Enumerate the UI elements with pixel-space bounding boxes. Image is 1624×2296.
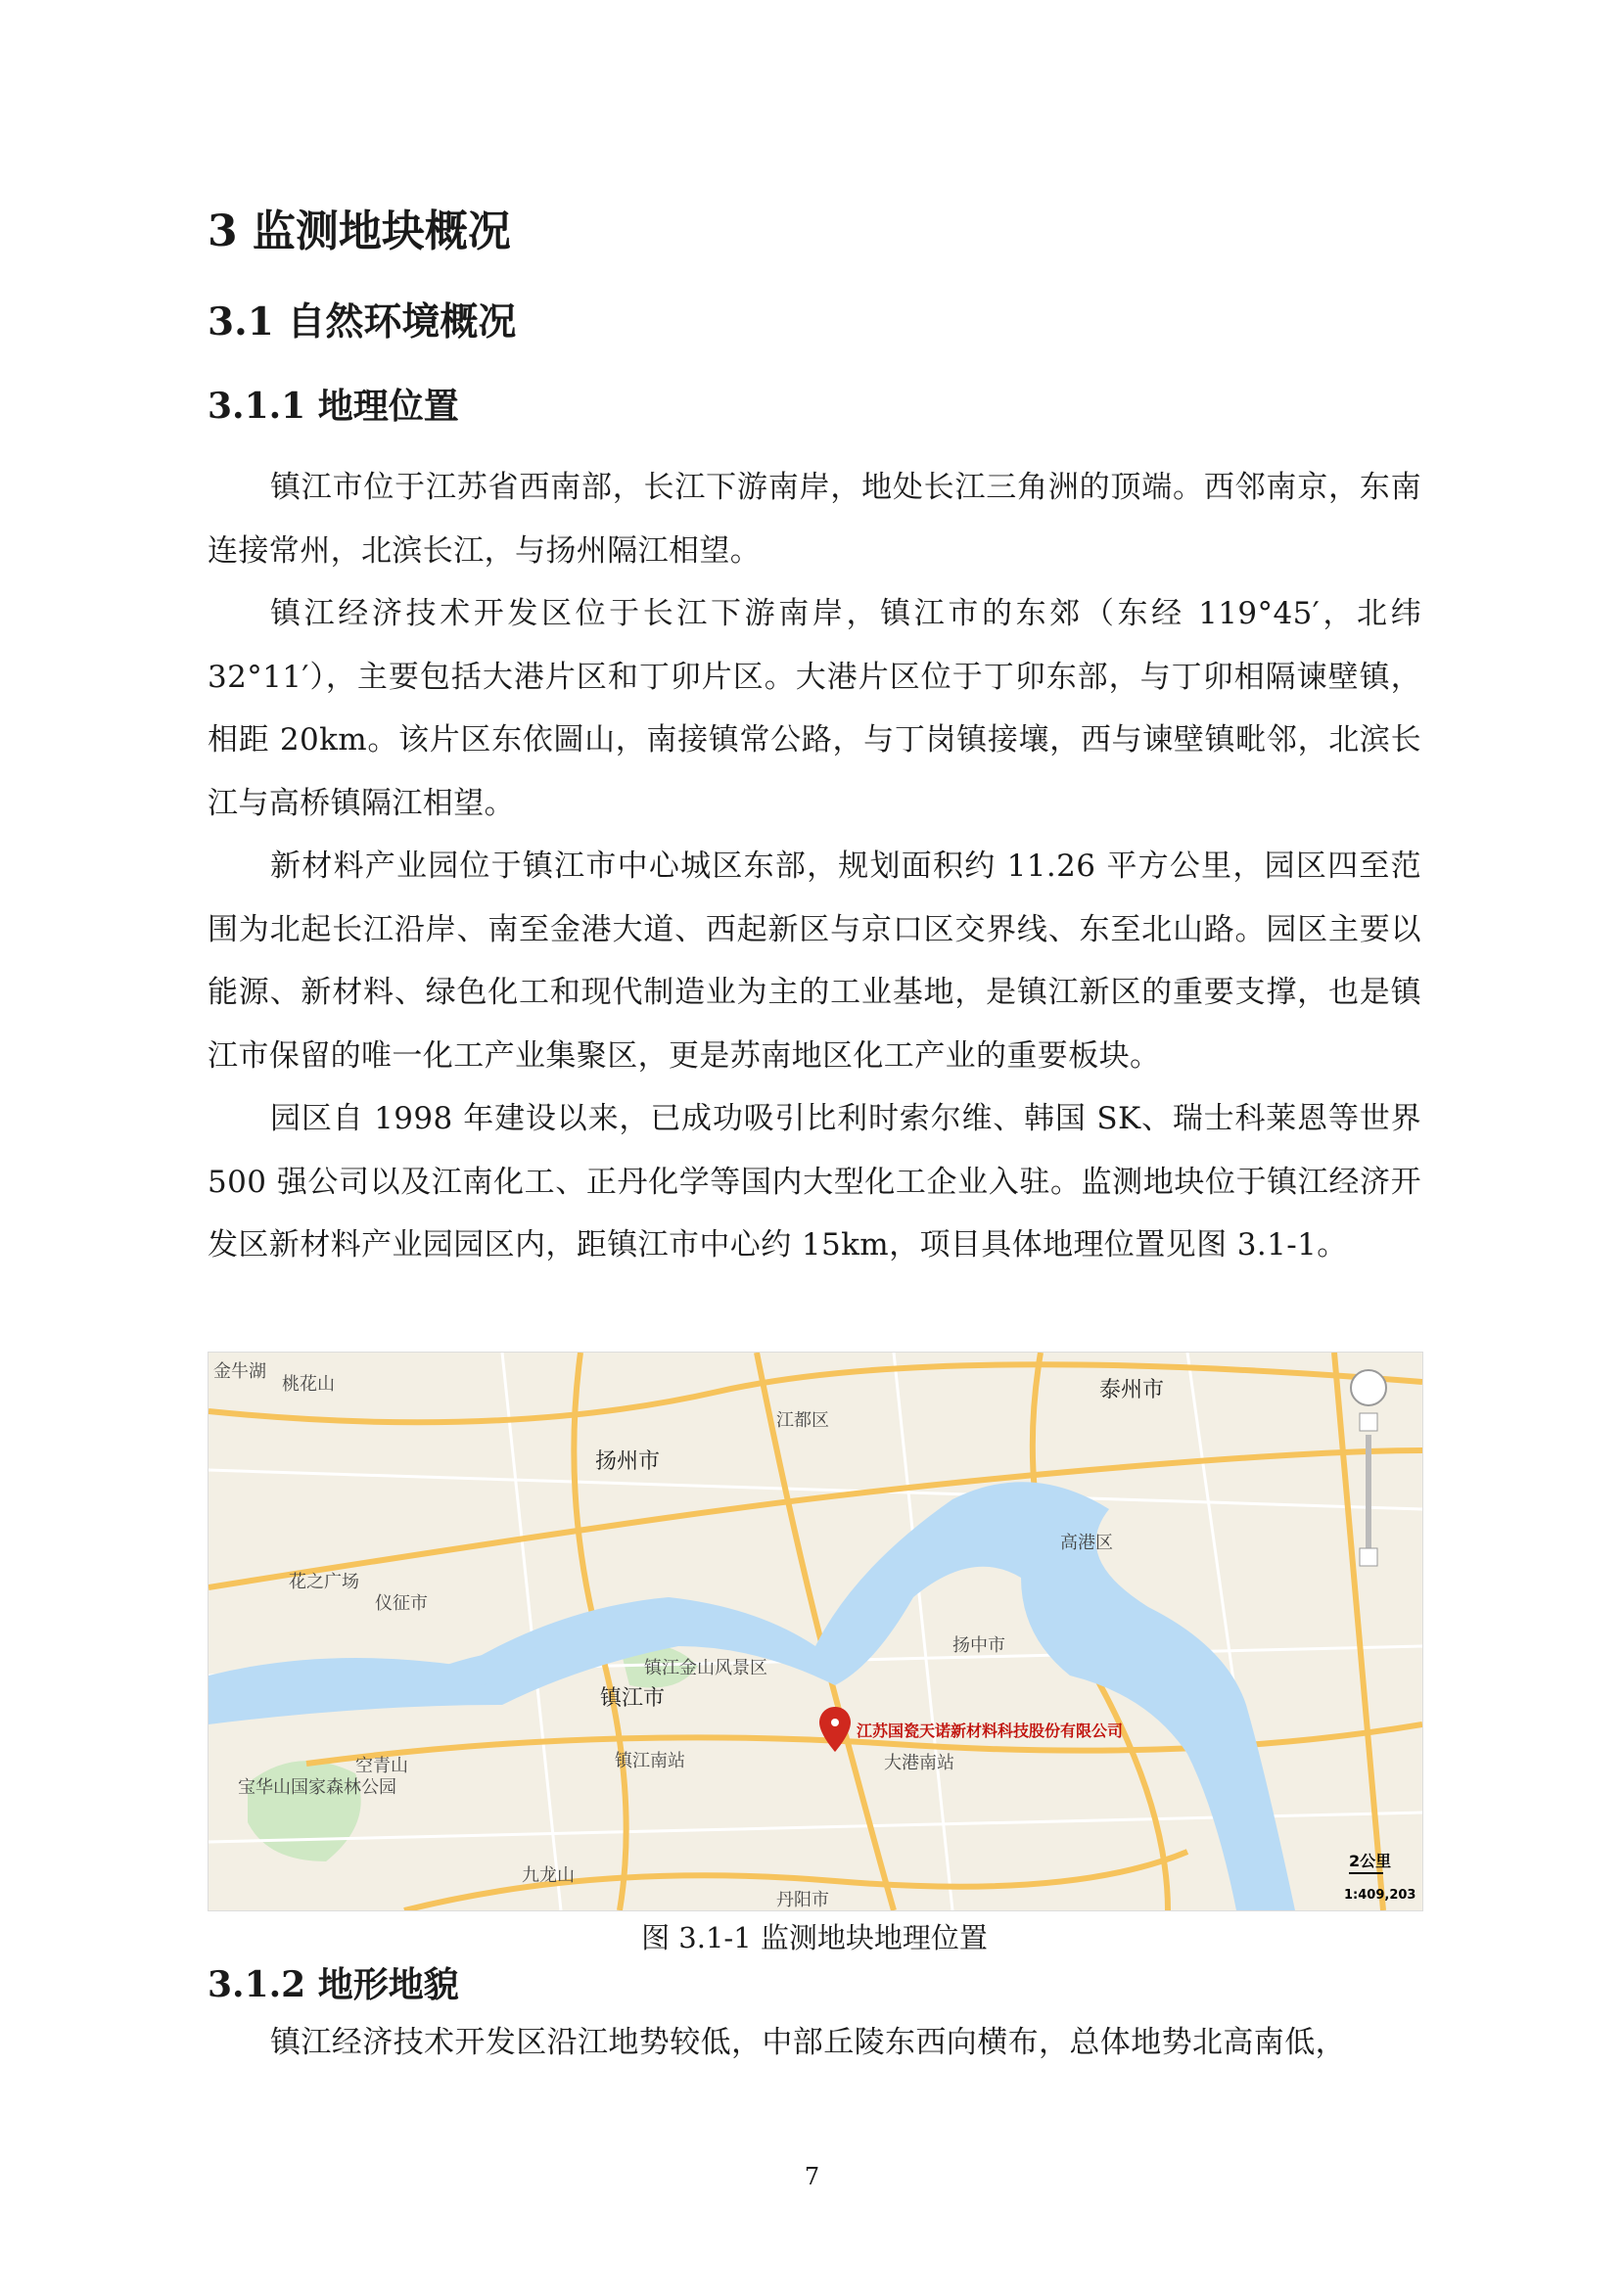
map-marker-label: 江苏国瓷天诺新材料科技股份有限公司 [857, 1722, 1124, 1740]
map-city-label: 泰州市 [1099, 1378, 1165, 1402]
map-place-label: 宝华山国家森林公园 [238, 1777, 396, 1798]
zoom-in-icon [1360, 1413, 1377, 1431]
map-place-label: 桃花山 [282, 1374, 335, 1395]
map-scale-text: 2公里 [1349, 1852, 1392, 1870]
map-place-label: 花之广场 [289, 1572, 359, 1592]
map-place-label: 大港南站 [884, 1753, 954, 1773]
map-place-label: 高港区 [1060, 1533, 1113, 1553]
heading-section-3-1: 3.1 自然环境概况 [208, 299, 517, 344]
map-scale-ratio: 1:409,203 [1344, 1888, 1416, 1903]
map-city-label: 扬州市 [595, 1449, 661, 1474]
map-place-label: 丹阳市 [776, 1890, 829, 1910]
map-place-label: 镇江金山风景区 [644, 1658, 767, 1678]
map-place-label: 镇江南站 [615, 1751, 685, 1771]
heading-section-3-1-2: 3.1.2 地形地貌 [208, 1964, 459, 2005]
map-place-label: 空青山 [355, 1756, 408, 1776]
paragraph-park-history: 园区自 1998 年建设以来，已成功吸引比利时索尔维、韩国 SK、瑞士科莱恩等世界 500 强公司以及江南化工、正丹化学等国内大型化工企业入驻。监测地块位于镇江经济开发区新材料产业园园区内，距镇江市中心约 15km，项目具体地理位置见图 3.1-1。 [208, 1101, 1421, 1263]
pan-control-icon [1351, 1370, 1386, 1405]
zoom-out-icon [1360, 1548, 1377, 1566]
map-place-label: 江都区 [776, 1410, 829, 1431]
heading-section-3-1-1: 3.1.1 地理位置 [208, 386, 459, 427]
map-place-label: 九龙山 [522, 1865, 575, 1886]
map-place-label: 扬中市 [952, 1635, 1005, 1656]
map-place-label: 仪征市 [375, 1593, 428, 1614]
map-place-label: 金牛湖 [213, 1361, 266, 1382]
location-map [208, 1352, 1423, 1911]
paragraph-new-materials-park: 新材料产业园位于镇江市中心城区东部，规划面积约 11.26 平方公里，园区四至范围为北起长江沿岸、南至金港大道、西起新区与京口区交界线、东至北山路。园区主要以能源、新材料、绿色化工和现代制造业为主的工业基地，是镇江新区的重要支撑，也是镇江市保留的唯一化工产业集聚区，更是苏南地区化工产业的重要板块。 [208, 849, 1421, 1074]
paragraph-development-zone: 镇江经济技术开发区位于长江下游南岸，镇江市的东郊（东经 119°45′，北纬 32°11′），主要包括大港片区和丁卯片区。大港片区位于丁卯东部，与丁卯相隔谏壁镇，相距 20km。该片区东依圌山，南接镇常公路，与丁岗镇接壤，西与谏壁镇毗邻，北滨长江与高桥镇隔江相望。 [208, 596, 1421, 821]
page-number: 7 [804, 2163, 820, 2190]
paragraph-zhenjiang-location: 镇江市位于江苏省西南部，长江下游南岸，地处长江三角洲的顶端。西邻南京，东南连接常州，北滨长江，与扬州隔江相望。 [208, 470, 1421, 569]
figure-caption: 图 3.1-1 监测地块地理位置 [641, 1921, 988, 1954]
paragraph-terrain: 镇江经济技术开发区沿江地势较低，中部丘陵东西向横布，总体地势北高南低， [270, 2025, 1346, 2060]
heading-section-3: 3 监测地块概况 [208, 207, 511, 256]
map-city-label: 镇江市 [600, 1686, 666, 1711]
